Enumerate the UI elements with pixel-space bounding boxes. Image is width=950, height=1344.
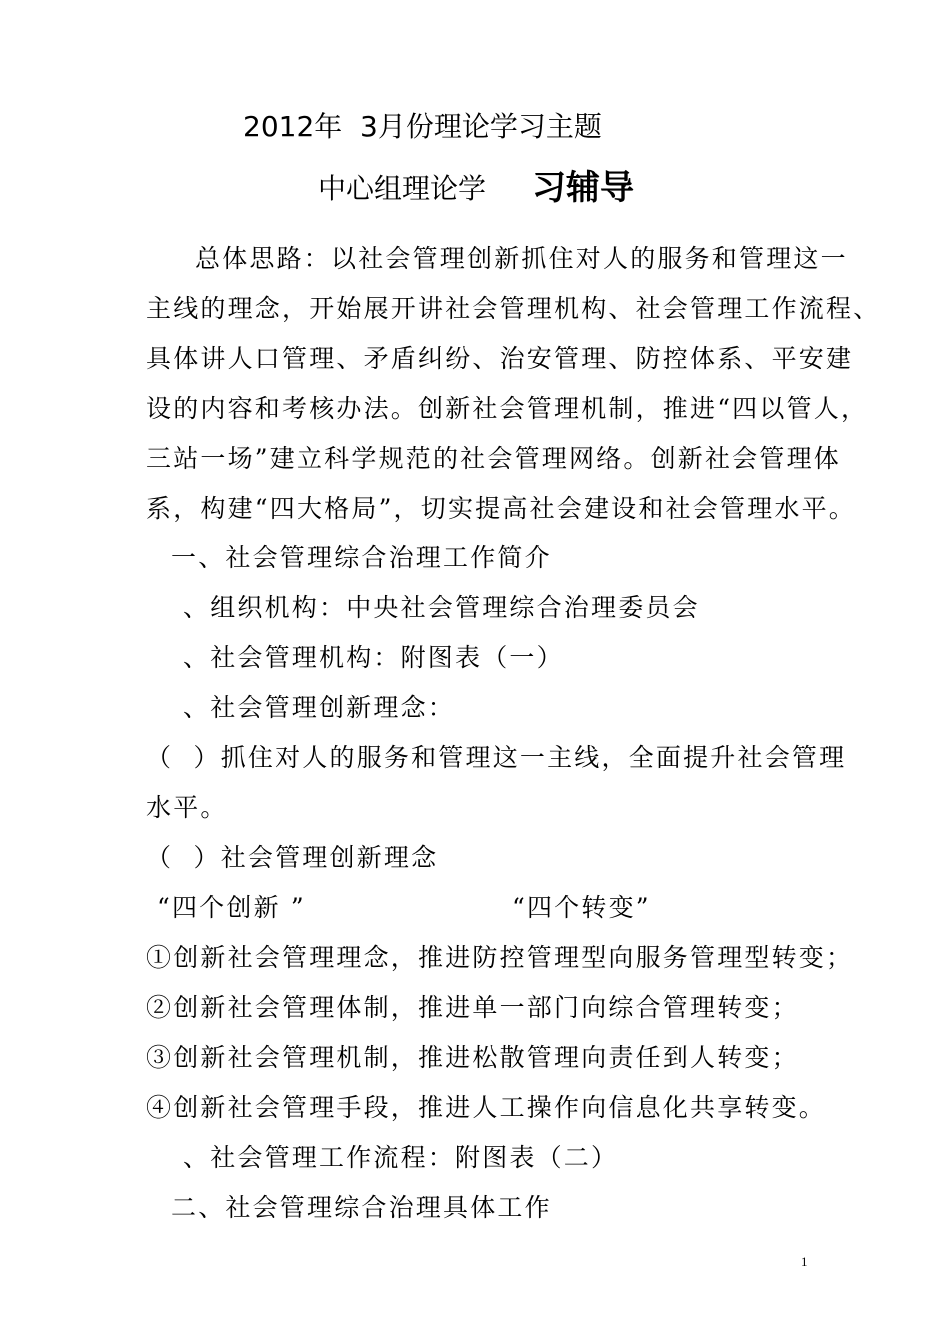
paragraph-line: 系，构建“四大格局”，切实提高社会建设和社会管理水平。 [146,494,856,523]
title-line-2-left: 中心组理论学 [318,172,487,205]
list-item: （ ）抓住对人的服务和管理这一主线，全面提升社会管理 [146,743,847,772]
page-number: 1 [801,1254,808,1269]
list-item: ①创新社会管理理念，推进防控管理型向服务管理型转变； [146,943,854,972]
title-line-1: 2012年 3月份理论学习主题 [243,110,602,143]
list-item: （ ）社会管理创新理念 [146,843,439,872]
section-heading: 一、社会管理综合治理工作简介 [171,543,552,572]
section-heading: 二、社会管理综合治理具体工作 [171,1193,552,1222]
title-line-2-right: 习辅导 [532,168,634,208]
paragraph-line: 总体思路：以社会管理创新抓住对人的服务和管理这一 [195,244,848,273]
list-item: 、组织机构：中央社会管理综合治理委员会 [183,593,700,622]
paragraph-line: 设的内容和考核办法。创新社会管理机制，推进“四以管人， [146,394,869,423]
list-item: 、社会管理机构：附图表（一） [183,643,564,672]
list-item: ④创新社会管理手段，推进人工操作向信息化共享转变。 [146,1093,827,1122]
paragraph-line: 具体讲人口管理、矛盾纠纷、治安管理、防控体系、平安建 [146,344,854,373]
list-item: 、社会管理创新理念： [183,693,456,722]
list-item: 水平。 [146,793,228,822]
list-item: ③创新社会管理机制，推进松散管理向责任到人转变； [146,1043,799,1072]
list-item: 、社会管理工作流程：附图表（二） [183,1143,619,1172]
list-item: ②创新社会管理体制，推进单一部门向综合管理转变； [146,993,799,1022]
column-heading-left: “四个创新 ” [157,893,306,922]
column-heading-right: “四个转变” [512,893,651,922]
paragraph-line: 主线的理念，开始展开讲社会管理机构、社会管理工作流程、 [146,294,881,323]
paragraph-line: 三站一场”建立科学规范的社会管理网络。创新社会管理体 [146,444,841,473]
